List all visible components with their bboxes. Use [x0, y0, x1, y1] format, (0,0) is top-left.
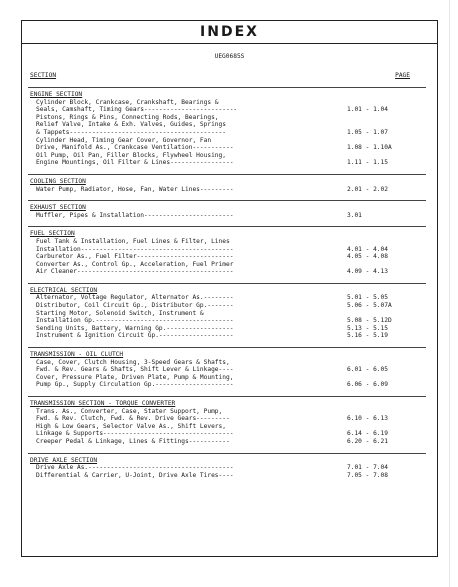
entry-text: Linkage & Supports-----------------------------------: [36, 430, 234, 438]
entry-page-range: 7.05 - 7.08: [347, 471, 388, 479]
entry-text: Case, Cover, Clutch Housing, 3-Speed Gears & Shafts,: [36, 358, 230, 366]
index-entry: [36, 366, 426, 374]
entry-text: Muffler, Pipes & Installation------------------------: [36, 211, 234, 219]
entry-text: Seals, Camshaft, Timing Gears-------------------------: [36, 106, 238, 114]
section-title: TRANSMISSION SECTION - TORQUE CONVERTER: [30, 400, 176, 407]
entry-text: Installation Gp.-------------------------------------: [36, 317, 234, 325]
index-entry: [36, 106, 426, 114]
index-entry: [36, 302, 426, 310]
title-bar: [22, 21, 437, 44]
entry-text: Engine Mountings, Oil Filter & Lines-----------------: [36, 159, 234, 167]
index-section: [28, 396, 426, 450]
index-entry: [36, 137, 426, 145]
index-entry: [36, 99, 426, 107]
entry-page-range: 5.06 - 5.07A: [347, 302, 392, 310]
index-entry: [36, 114, 426, 122]
section-title: ELECTRICAL SECTION: [30, 286, 98, 294]
page-title: INDEX: [200, 24, 259, 40]
entry-page-range: 5.01 - 5.05: [347, 294, 388, 302]
index-entry: [36, 430, 426, 438]
entry-text: Oil Pump, Oil Pan, Filler Blocks, Flywheel Housing,: [36, 151, 226, 159]
entry-text: Drive Axle As.---------------------------------------: [36, 464, 234, 472]
entry-text: & Tappets------------------------------------------: [36, 128, 226, 136]
entry-page-range: 1.11 - 1.15: [347, 159, 388, 167]
entry-text: Differential & Carrier, U-Joint, Drive Axle Tires----: [36, 471, 234, 479]
entry-page-range: 6.14 - 6.19: [347, 430, 388, 438]
entry-text: High & Low Gears, Selector Valve As., Shift Levers,: [36, 422, 226, 430]
index-section: [28, 87, 426, 171]
entry-text: Cover, Pressure Plate, Driven Plate, Pump & Mounting,: [36, 373, 234, 381]
index-entry: [36, 381, 426, 389]
index-section: [28, 200, 426, 223]
index-entry: [36, 253, 426, 261]
index-entry: [36, 186, 426, 194]
index-entry: [36, 472, 426, 480]
index-entry: [36, 325, 426, 333]
index-section: [28, 453, 426, 484]
index-entry: [36, 268, 426, 276]
index-entry: [36, 359, 426, 367]
entry-text: Creeper Pedal & Linkage, Lines & Fittings-----------: [36, 437, 230, 445]
entry-page-range: 6.01 - 6.05: [347, 366, 388, 374]
entry-page-range: 5.08 - 5.12D: [347, 317, 392, 325]
entry-text: Fwd. & Rev. Gears & Shafts, Shift Lever & Linkage----: [36, 366, 234, 374]
index-entry: [36, 246, 426, 254]
section-title: COOLING SECTION: [30, 177, 86, 185]
index-entry: [36, 408, 426, 416]
entry-text: Trans. As., Converter, Case, Stater Support, Pump,: [36, 407, 223, 415]
entry-page-range: 5.13 - 5.15: [347, 324, 388, 332]
entry-text: Distributor, Coil Circuit Gp., Distributor Gp.-------: [36, 302, 234, 310]
index-section: [28, 283, 426, 344]
index-entry: [36, 152, 426, 160]
entry-text: Pistons, Rings & Pins, Connecting Rods, Bearings,: [36, 113, 219, 121]
index-entry: [36, 464, 426, 472]
entry-text: Instrument & Ignition Circuit Gp.--------------------: [36, 332, 234, 340]
entry-text: Installation-----------------------------------------: [36, 245, 234, 253]
index-entry: [36, 129, 426, 137]
index-section: [28, 226, 426, 280]
entry-text: Carburetor As., Fuel Filter--------------------------: [36, 253, 234, 261]
entry-text: Cylinder Block, Crankcase, Crankshaft, Bearings &: [36, 98, 219, 106]
entry-text: Fwd. & Rev. Clutch, Fwd. & Rev. Drive Gears---------: [36, 415, 230, 423]
index-entry: [36, 212, 426, 220]
index-entry: [36, 310, 426, 318]
index-entry: [36, 121, 426, 129]
entry-text: Air Cleaner------------------------------------------: [36, 268, 234, 276]
entry-page-range: 5.16 - 5.19: [347, 332, 388, 340]
index-entry: [36, 415, 426, 423]
section-title: TRANSMISSION - OIL CLUTCH: [30, 351, 124, 359]
index-entry: [36, 294, 426, 302]
entry-page-range: 7.01 - 7.04: [347, 464, 388, 472]
index-entry: [36, 423, 426, 431]
section-title: FUEL SECTION: [30, 230, 75, 238]
entry-text: Water Pump, Radiator, Hose, Fan, Water Lines---------: [36, 185, 234, 193]
index-entry: [36, 238, 426, 246]
section-title: ENGINE SECTION: [30, 91, 83, 98]
entry-page-range: 6.06 - 6.09: [347, 381, 388, 389]
index-entry: [36, 332, 426, 340]
entry-page-range: 1.08 - 1.10A: [347, 144, 392, 152]
index-frame: [21, 20, 438, 557]
index-section: [28, 174, 426, 197]
entry-page-range: 6.20 - 6.21: [347, 437, 388, 445]
entry-text: Relief Valve, Intake & Exh. Valves, Guides, Springs: [36, 121, 226, 129]
entry-page-range: 4.05 - 4.08: [347, 253, 388, 261]
entry-page-range: 1.05 - 1.07: [347, 128, 388, 136]
entry-page-range: 2.01 - 2.02: [347, 185, 388, 193]
entry-text: Fuel Tank & Installation, Fuel Lines & Filter, Lines: [36, 237, 230, 245]
entry-text: Cylinder Head, Timing Gear Cover, Governor, Fan: [36, 136, 212, 144]
index-entry: [36, 317, 426, 325]
section-title: EXHAUST SECTION: [30, 204, 86, 212]
index-entry: [36, 438, 426, 446]
index-entry: [36, 159, 426, 167]
section-title: DRIVE AXLE SECTION: [30, 456, 98, 464]
entry-text: Starting Motor, Solenoid Switch, Instrument &: [36, 309, 204, 317]
entry-page-range: 4.09 - 4.13: [347, 268, 388, 276]
index-entry: [36, 144, 426, 152]
index-section: [28, 347, 426, 393]
entry-page-range: 1.01 - 1.04: [347, 106, 388, 114]
index-content: [28, 84, 426, 483]
page-column-header: PAGE: [395, 72, 410, 79]
entry-text: Alternator, Voltage Regulator, Alternator As.--------: [36, 294, 234, 302]
entry-page-range: 4.01 - 4.04: [347, 245, 388, 253]
entry-text: Drive, Manifold As., Crankcase Ventilation-----------: [36, 144, 234, 152]
entry-text: Pump Gp., Supply Circulation Gp.---------------------: [36, 381, 234, 389]
section-column-header: SECTION: [30, 72, 57, 79]
entry-text: Sending Units, Battery, Warning Gp.------------------: [36, 324, 234, 332]
entry-page-range: 6.10 - 6.13: [347, 415, 388, 423]
document-number: UEG0685S: [214, 53, 245, 60]
entry-text: Converter As., Control Gp., Acceleration, Fuel Primer: [36, 260, 234, 268]
entry-page-range: 3.01: [347, 211, 362, 219]
index-entry: [36, 374, 426, 382]
index-entry: [36, 261, 426, 269]
page-edge-line: [449, 0, 450, 587]
